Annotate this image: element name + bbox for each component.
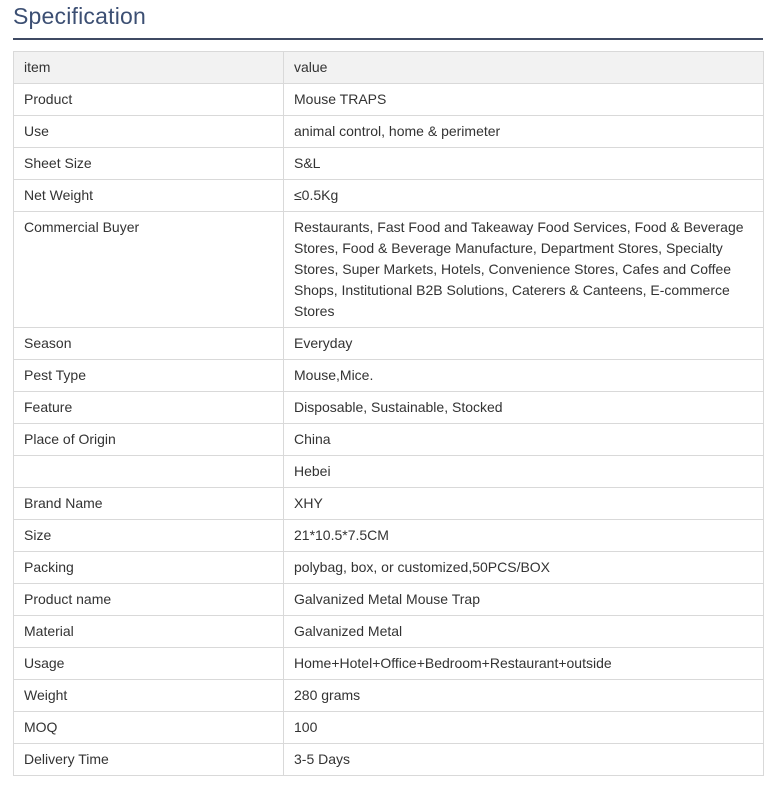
row-key: Packing (14, 552, 284, 584)
table-row (14, 212, 764, 328)
specification-table (13, 51, 764, 776)
row-value: Everyday (284, 328, 764, 360)
table-row (14, 392, 764, 424)
row-key: MOQ (14, 712, 284, 744)
row-key: Pest Type (14, 360, 284, 392)
row-key: Product name (14, 584, 284, 616)
table-row (14, 520, 764, 552)
row-value: Galvanized Metal (284, 616, 764, 648)
table-row (14, 148, 764, 180)
row-key: Size (14, 520, 284, 552)
row-value: 21*10.5*7.5CM (284, 520, 764, 552)
row-value: Mouse,Mice. (284, 360, 764, 392)
title-divider (13, 38, 763, 40)
row-key: Commercial Buyer (14, 212, 284, 328)
row-value: China (284, 424, 764, 456)
row-value: animal control, home & perimeter (284, 116, 764, 148)
table-row (14, 84, 764, 116)
table-row (14, 552, 764, 584)
row-key: Product (14, 84, 284, 116)
table-row (14, 328, 764, 360)
row-key: Feature (14, 392, 284, 424)
table-row (14, 616, 764, 648)
table-row (14, 680, 764, 712)
row-key: Weight (14, 680, 284, 712)
row-value: 100 (284, 712, 764, 744)
table-row (14, 744, 764, 776)
table-row (14, 456, 764, 488)
section-title: Specification (13, 3, 147, 29)
row-value: 3-5 Days (284, 744, 764, 776)
row-value: Hebei (284, 456, 764, 488)
header-key-cell: item (14, 52, 284, 84)
row-value: S&L (284, 148, 764, 180)
table-row (14, 648, 764, 680)
table-row (14, 424, 764, 456)
row-key (14, 456, 284, 488)
header-value-cell: value (284, 52, 764, 84)
table-row (14, 360, 764, 392)
row-value: 280 grams (284, 680, 764, 712)
table-row (14, 584, 764, 616)
row-value: XHY (284, 488, 764, 520)
row-key: Season (14, 328, 284, 360)
row-value: Disposable, Sustainable, Stocked (284, 392, 764, 424)
table-row (14, 712, 764, 744)
row-value: Home+Hotel+Office+Bedroom+Restaurant+outside (284, 648, 764, 680)
row-key: Place of Origin (14, 424, 284, 456)
row-key: Use (14, 116, 284, 148)
row-value: ≤0.5Kg (284, 180, 764, 212)
row-value: Restaurants, Fast Food and Takeaway Food Services, Food & Beverage Stores, Food & Beverage Manufacture, Department Stores, Specialty Stores, Super Markets, Hotels, Convenience Stores, Cafes and Coffee Shops, Institutional B2B Solutions, Caterers & Canteens, E-commerce Stores (284, 212, 764, 328)
row-value: Mouse TRAPS (284, 84, 764, 116)
row-key: Net Weight (14, 180, 284, 212)
table-header-row (14, 52, 764, 84)
row-key: Sheet Size (14, 148, 284, 180)
table-row (14, 488, 764, 520)
table-row (14, 180, 764, 212)
row-value: polybag, box, or customized,50PCS/BOX (284, 552, 764, 584)
row-key: Delivery Time (14, 744, 284, 776)
row-key: Usage (14, 648, 284, 680)
row-value: Galvanized Metal Mouse Trap (284, 584, 764, 616)
row-key: Brand Name (14, 488, 284, 520)
row-key: Material (14, 616, 284, 648)
table-row (14, 116, 764, 148)
